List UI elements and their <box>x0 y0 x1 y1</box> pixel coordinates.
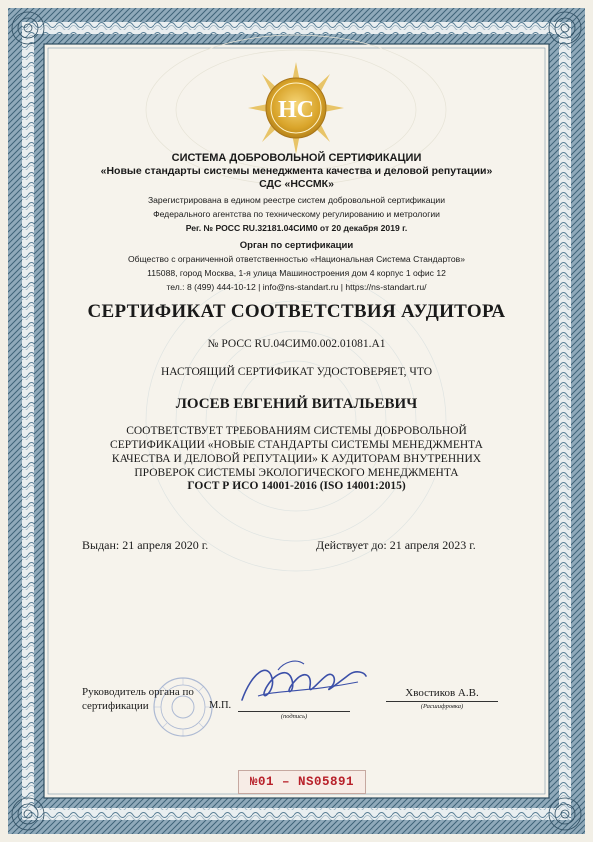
seal-mark: М.П. <box>209 700 232 711</box>
system-title: СИСТЕМА ДОБРОВОЛЬНОЙ СЕРТИФИКАЦИИ <box>171 152 422 164</box>
issued-label: Выдан: <box>82 538 120 552</box>
certificate-intro: НАСТОЯЩИЙ СЕРТИФИКАТ УДОСТОВЕРЯЕТ, ЧТО <box>160 366 433 378</box>
signature-caption: (подпись) <box>280 713 308 720</box>
serial-number: №01 – NS05891 <box>238 770 366 794</box>
valid-until-row <box>316 538 476 553</box>
nssmk-logo-icon <box>246 60 346 156</box>
logo-text: НС <box>278 97 314 123</box>
requirement-line: КАЧЕСТВА И ДЕЛОВОЙ РЕПУТАЦИИ» К АУДИТОРАМ ВНУТРЕННИХ <box>111 453 482 465</box>
system-name: «Новые стандарты системы менеджмента качества и деловой репутации» <box>100 165 493 177</box>
requirement-line: СООТВЕТСТВУЕТ ТРЕБОВАНИЯМ СИСТЕМЫ ДОБРОВОЛЬНОЙ <box>126 425 467 437</box>
organ-heading: Орган по сертификации <box>239 240 354 251</box>
registration-line-1: Зарегистрирована в едином реестре систем добровольной сертификации <box>147 195 446 205</box>
signature-icon <box>238 652 370 716</box>
system-abbr: СДС «НССМК» <box>259 178 334 190</box>
signer-name-line <box>386 701 498 702</box>
signer-name: Хвостиков А.В. <box>405 687 479 699</box>
holder-name: ЛОСЕВ ЕВГЕНИЙ ВИТАЛЬЕВИЧ <box>175 396 418 412</box>
organ-line-3: тел.: 8 (499) 444-10-12 | info@ns-standart.ru | https://ns-standart.ru/ <box>166 282 427 292</box>
registration-number: Рег. № РОСС RU.32181.04СИМ0 от 20 декабря 2019 г. <box>185 223 408 233</box>
signature-line <box>238 711 350 712</box>
standard-reference: ГОСТ Р ИСО 14001-2016 (ISO 14001:2015) <box>187 480 406 492</box>
certificate-number: № РОСС RU.04СИМ0.002.01081.А1 <box>207 338 386 350</box>
valid-label: Действует до: <box>316 538 387 552</box>
organ-line-2: 115088, город Москва, 1-я улица Машиностроения дом 4 корпус 1 офис 12 <box>147 268 446 278</box>
requirement-line: ПРОВЕРОК СИСТЕМЫ ЭКОЛОГИЧЕСКОГО МЕНЕДЖМЕНТА <box>134 467 459 479</box>
certificate-content <box>60 60 533 789</box>
issued-date-row <box>82 538 208 553</box>
issued-date: 21 апреля 2020 г. <box>122 538 209 552</box>
valid-date: 21 апреля 2023 г. <box>389 538 476 552</box>
requirement-line: СЕРТИФИКАЦИИ «НОВЫЕ СТАНДАРТЫ СИСТЕМЫ МЕНЕДЖМЕНТА <box>110 439 483 451</box>
signer-name-caption: (Расшифровка) <box>420 703 464 710</box>
organ-line-1: Общество с ограниченной ответственностью «Национальная Система Стандартов» <box>127 254 466 264</box>
signer-role-line-1: Руководитель органа по <box>82 686 194 698</box>
signer-role-line-2: сертификации <box>82 700 149 712</box>
certificate-title: СЕРТИФИКАТ СООТВЕТСТВИЯ АУДИТОРА <box>87 301 506 322</box>
registration-line-2: Федерального агентства по техническому регулированию и метрологии <box>153 209 440 219</box>
